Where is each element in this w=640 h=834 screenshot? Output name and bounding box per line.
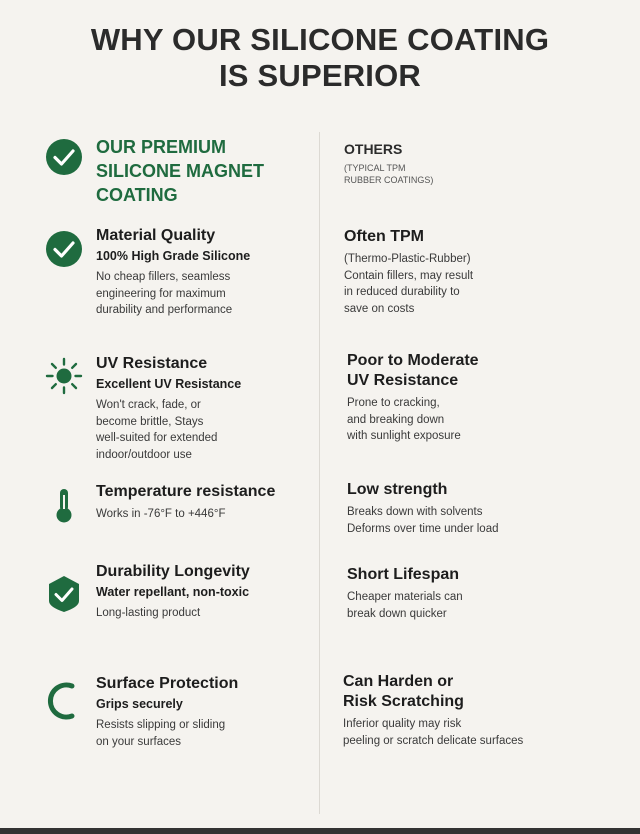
description-line: Cheaper materials can xyxy=(347,591,463,603)
temperature-block xyxy=(96,482,275,523)
description-line: well-suited for extended xyxy=(96,432,218,444)
feature-description xyxy=(96,506,275,523)
description-line: Prone to cracking, xyxy=(347,397,440,409)
description-line: peeling or scratch delicate surfaces xyxy=(343,734,524,747)
description-line: Contain fillers, may result xyxy=(344,269,474,282)
premium-heading-line: COATING xyxy=(96,185,178,205)
comparison-heading: Low strength xyxy=(347,481,448,498)
feature-subheading: Water repellant, non-toxic xyxy=(96,585,250,599)
description-line: Deforms over time under load xyxy=(347,522,499,535)
comparison-heading: Short Lifespan xyxy=(347,566,460,583)
comparison-heading: UV Resistance xyxy=(347,372,459,389)
feature-subheading: Excellent UV Resistance xyxy=(96,377,242,391)
description-line: Won't crack, fade, or xyxy=(96,399,201,411)
grip-arc-icon xyxy=(45,682,83,720)
premium-coating-heading xyxy=(96,135,264,207)
thermometer-icon xyxy=(45,487,83,525)
comparison-heading: Often TPM xyxy=(344,228,424,245)
description-line: Breaks down with solvents xyxy=(347,506,483,518)
feature-subheading: Grips securely xyxy=(96,697,183,711)
description-line: break down quicker xyxy=(347,607,447,620)
durability-block xyxy=(96,562,250,622)
others-header xyxy=(344,140,433,186)
description-line: save on costs xyxy=(344,302,415,315)
feature-description xyxy=(96,717,238,750)
harden-scratch-block xyxy=(343,672,523,749)
comparison-description xyxy=(347,504,498,537)
description-line: with sunlight exposure xyxy=(347,430,461,442)
uv-resistance-block xyxy=(96,354,241,463)
page-title-line-2: IS SUPERIOR xyxy=(218,58,422,93)
material-quality-block xyxy=(96,226,250,319)
others-subtitle-line: (TYPICAL TPM xyxy=(344,163,406,173)
column-divider xyxy=(319,132,320,814)
description-line: and breaking down xyxy=(347,413,445,426)
description-line: Works in -76°F to +446°F xyxy=(96,508,226,520)
feature-heading: Surface Protection xyxy=(96,675,239,692)
comparison-description xyxy=(347,395,479,445)
others-subtitle xyxy=(344,162,433,186)
check-circle-icon xyxy=(45,138,83,176)
feature-description xyxy=(96,269,250,319)
description-line: Long-lasting product xyxy=(96,607,201,619)
description-line: Resists slipping or sliding xyxy=(96,719,226,731)
often-tpm-block xyxy=(344,227,473,317)
feature-heading: Temperature resistance xyxy=(96,483,276,500)
poor-uv-block xyxy=(347,351,479,445)
feature-heading: Material Quality xyxy=(96,227,216,244)
comparison-description xyxy=(347,589,463,622)
premium-heading-line: SILICONE MAGNET xyxy=(96,161,265,181)
description-line: (Thermo-Plastic-Rubber) xyxy=(344,253,471,265)
comparison-heading: Poor to Moderate xyxy=(347,352,479,369)
feature-description xyxy=(96,397,241,463)
description-line: in reduced durability to xyxy=(344,286,460,298)
check-circle-icon xyxy=(45,230,83,268)
premium-heading-line: OUR PREMIUM xyxy=(96,137,226,157)
shield-check-icon xyxy=(45,575,83,613)
feature-heading: UV Resistance xyxy=(96,355,208,372)
short-lifespan-block xyxy=(347,565,463,622)
description-line: engineering for maximum xyxy=(96,287,226,300)
comparison-heading: Risk Scratching xyxy=(343,693,464,710)
low-strength-block xyxy=(347,480,498,537)
sun-icon xyxy=(45,357,83,395)
bottom-edge-bar xyxy=(0,828,640,834)
description-line: No cheap fillers, seamless xyxy=(96,271,231,283)
description-line: become brittle, Stays xyxy=(96,415,204,428)
comparison-heading: Can Harden or xyxy=(343,673,454,690)
feature-subheading: 100% High Grade Silicone xyxy=(96,249,251,263)
description-line: durability and performance xyxy=(96,304,233,316)
page-title xyxy=(0,22,640,94)
others-title: OTHERS xyxy=(344,141,403,157)
surface-protection-block xyxy=(96,674,238,750)
description-line: indoor/outdoor use xyxy=(96,448,192,461)
feature-description xyxy=(96,605,250,622)
page-title-line-1: WHY OUR SILICONE COATING xyxy=(90,22,550,57)
description-line: Inferior quality may risk xyxy=(343,718,462,730)
description-line: on your surfaces xyxy=(96,735,182,748)
others-subtitle-line: RUBBER COATINGS) xyxy=(344,175,434,185)
comparison-description xyxy=(344,251,473,317)
feature-heading: Durability Longevity xyxy=(96,563,250,580)
comparison-description xyxy=(343,716,523,749)
